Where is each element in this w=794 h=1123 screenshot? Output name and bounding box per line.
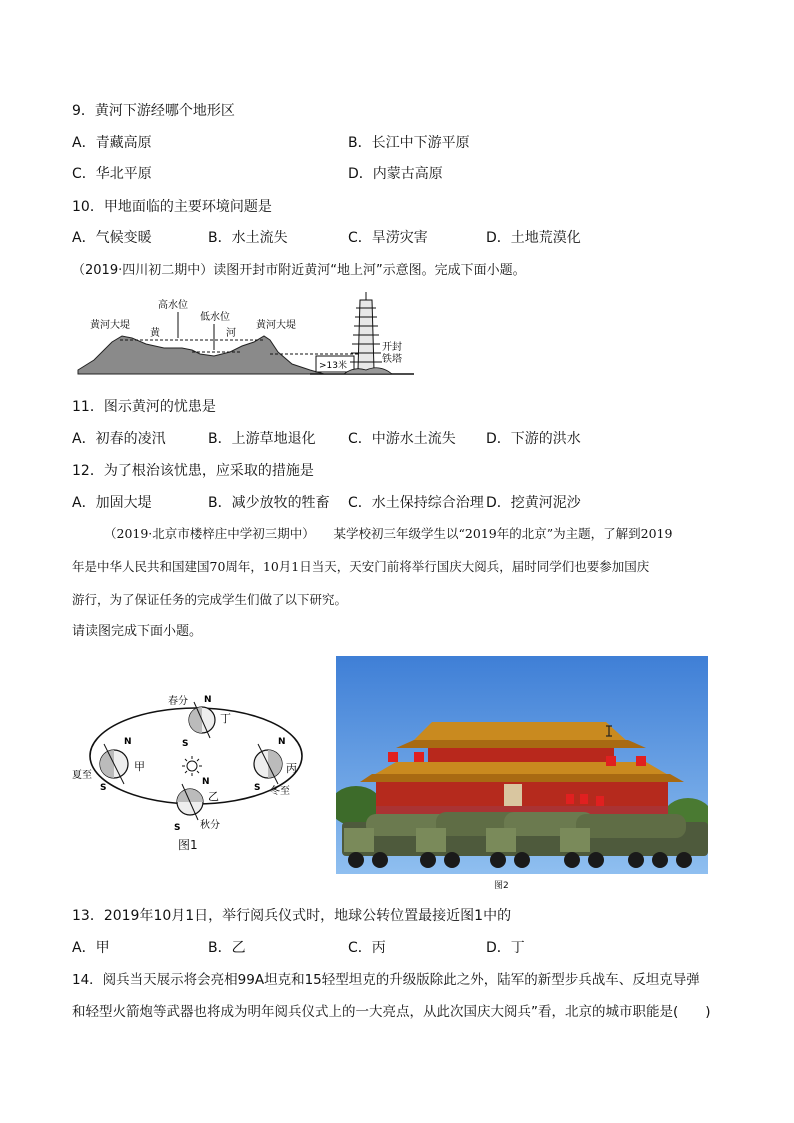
figure1-caption: 图1: [178, 838, 198, 852]
q10-option-b: B．水土流失: [208, 230, 288, 246]
q13-option-b: B．乙: [208, 940, 246, 956]
earth-winter: [254, 744, 282, 784]
svg-text:N: N: [124, 737, 132, 747]
q12-option-b: B．减少放牧的牲畜: [208, 495, 330, 511]
tower-label-1: 开封: [382, 342, 402, 353]
passage-beijing-line1: （2019·北京市楼梓庄中学初三期中） 某学校初三年级学生以“2019年的北京”为主题，了解到2019: [104, 526, 673, 541]
label-jia: 甲: [134, 760, 145, 773]
q11-option-c: C．中游水土流失: [348, 431, 456, 447]
earth-autumn: [177, 784, 203, 820]
huang-label: 黄: [150, 328, 160, 339]
q13-stem: 13．2019年10月1日，举行阅兵仪式时，地球公转位置最接近图1中的: [72, 908, 512, 924]
q9-option-c: C．华北平原: [72, 166, 152, 182]
q12-option-c: C．水土保持综合治理: [348, 495, 484, 511]
terrain-profile: [78, 336, 324, 374]
q11-option-d: D．下游的洪水: [486, 431, 581, 447]
svg-text:N: N: [204, 695, 212, 705]
q10-option-c: C．旱涝灾害: [348, 230, 428, 246]
passage-kaifeng: （2019·四川初二期中）读图开封市附近黄河“地上河”示意图。完成下面小题。: [72, 263, 526, 278]
q11-stem: 11．图示黄河的忧患是: [72, 399, 216, 415]
q12-option-a: A．加固大堤: [72, 495, 152, 511]
passage-beijing-line3: 游行，为了保证任务的完成学生们做了以下研究。: [72, 592, 348, 607]
q9-option-b: B．长江中下游平原: [348, 135, 470, 151]
parade-photo: [336, 656, 708, 874]
q10-option-a: A．气候变暖: [72, 230, 152, 246]
q10-stem: 10．甲地面临的主要环境问题是: [72, 199, 272, 215]
svg-text:N: N: [278, 737, 286, 747]
q9-option-a: A．青藏高原: [72, 135, 152, 151]
q9-option-d: D．内蒙古高原: [348, 166, 443, 182]
label-ding: 丁: [220, 712, 231, 725]
q14-line1: 14．阅兵当天展示将会亮相99A坦克和15轻型坦克的升级版除此之外，陆军的新型步兵战车、反坦克导弹: [72, 972, 700, 988]
label-yi: 乙: [208, 790, 219, 803]
tower-label-2: 铁塔: [382, 354, 402, 365]
sun-icon: [182, 756, 202, 776]
svg-text:S: S: [182, 739, 189, 749]
passage-beijing-line2: 年是中华人民共和国建国70周年，10月1日当天，天安门前将举行国庆大阅兵，届时同学们也要参加国庆: [72, 559, 650, 574]
low-water-label: 低水位: [200, 312, 230, 323]
earth-orbit-figure: [70, 688, 332, 858]
q10-option-d: D．土地荒漠化: [486, 230, 581, 246]
high-water-label: 高水位: [158, 300, 188, 311]
read-figure-prompt: 请读图完成下面小题。: [72, 624, 203, 639]
label-summer: 夏至: [72, 770, 92, 781]
svg-text:S: S: [254, 783, 261, 793]
left-dike-label: 黄河大堤: [90, 320, 130, 331]
q13-option-d: D．丁: [486, 940, 525, 956]
label-winter: 冬至: [270, 786, 290, 797]
figure2-caption: 图2: [494, 881, 509, 891]
earth-summer: [100, 744, 128, 784]
height-label: >13米: [319, 361, 347, 371]
svg-text:S: S: [174, 823, 181, 833]
label-bing: 丙: [286, 762, 297, 775]
q13-option-c: C．丙: [348, 940, 386, 956]
svg-text:N: N: [202, 777, 210, 787]
q12-option-d: D．挖黄河泥沙: [486, 495, 581, 511]
label-spring: 春分: [168, 696, 188, 707]
river-cross-section-figure: [74, 290, 420, 382]
label-autumn: 秋分: [200, 820, 220, 831]
svg-text:S: S: [100, 783, 107, 793]
q11-option-b: B．上游草地退化: [208, 431, 316, 447]
q12-stem: 12．为了根治该忧患，应采取的措施是: [72, 463, 314, 479]
he-label: 河: [226, 328, 236, 339]
right-dike-label: 黄河大堤: [256, 320, 296, 331]
q13-option-a: A．甲: [72, 940, 110, 956]
q11-option-a: A．初春的凌汛: [72, 431, 166, 447]
q14-line2: 和轻型火箭炮等武器也将成为明年阅兵仪式上的一大亮点，从此次国庆大阅兵”看，北京的城市职能是( ): [72, 1004, 711, 1020]
q9-stem: 9．黄河下游经哪个地形区: [72, 103, 235, 119]
